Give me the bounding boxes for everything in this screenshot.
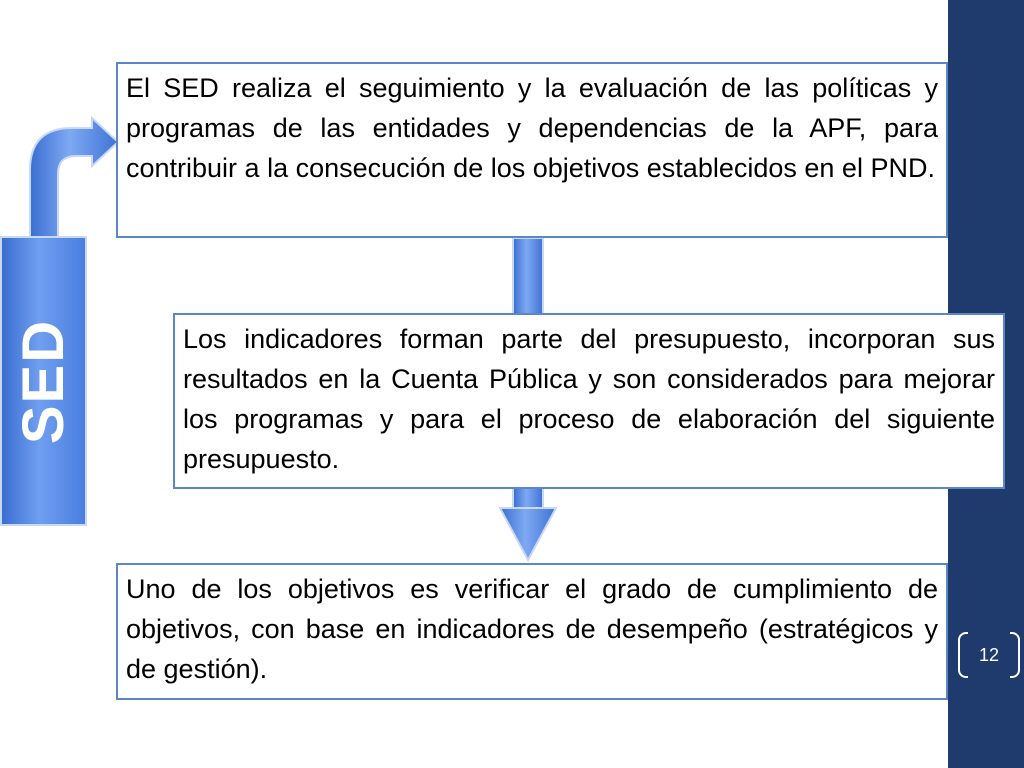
text-box-2 — [173, 313, 1005, 489]
text-box-3 — [116, 563, 948, 700]
sed-sidebar — [0, 236, 87, 526]
page-number-label: 12 — [978, 644, 1000, 665]
sed-label: SED — [11, 318, 77, 444]
text-box-3-content: Uno de los objetivos es verificar el grado de cumplimiento de objetivos, con base en indicadores de desempeño (estratégicos y de gestión). — [126, 574, 938, 684]
page-number-bracket-right — [1010, 632, 1020, 678]
page-number — [958, 632, 1020, 678]
text-box-2-content: Los indicadores forman parte del presupuesto, incorporan sus resultados en la Cuenta Pública y son considerados para mejorar los programas y para el proceso de elaboración del siguiente presupuesto. — [183, 324, 995, 474]
text-box-1-content: El SED realiza el seguimiento y la evaluación de las políticas y programas de las entidades y dependencias de la APF, para contribuir a la consecución de los objetivos establecidos en el PND. — [126, 73, 938, 183]
curved-arrow-right-icon — [30, 118, 118, 238]
text-box-1 — [116, 62, 948, 238]
page-number-bracket-left — [958, 632, 968, 678]
